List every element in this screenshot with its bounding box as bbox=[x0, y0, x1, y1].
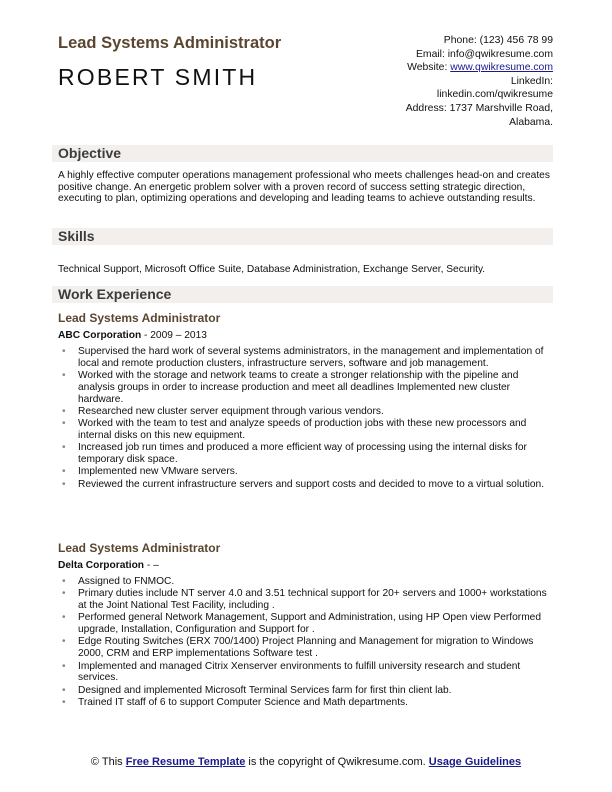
job-1-bullets bbox=[62, 346, 552, 491]
objective-text: A highly effective computer operations management professional who meets challenges head-on and creates positive change. An energetic problem solver with a proven record of success setting strategic direction, executing to plan, optimizing operations and developing and leading teams to achieve outstanding results. bbox=[58, 170, 550, 205]
skills-heading: Skills bbox=[58, 228, 95, 244]
job-title: Lead Systems Administrator bbox=[58, 34, 282, 52]
free-resume-template-link[interactable]: Free Resume Template bbox=[125, 756, 246, 768]
list-item: • Edge Routing Switches (ERX 700/1400) Project Planning and Management for migration to Windows 2000, CRM and ERP implementations Software test . bbox=[62, 636, 552, 660]
skills-section-header bbox=[52, 228, 553, 245]
objective-section-header bbox=[52, 145, 553, 162]
list-item: • Supervised the hard work of several systems administrators, in the management and implementation of local and remote production clusters, infrastructure servers, software and job management. bbox=[62, 346, 552, 370]
email: Email: info@qwikresume.com bbox=[415, 48, 553, 60]
job-1-company-line bbox=[58, 330, 207, 341]
linkedin-value: linkedin.com/qwikresume bbox=[436, 89, 553, 101]
job-1-company: ABC Corporation bbox=[58, 330, 142, 341]
address-line-1: Address: 1737 Marshville Road, bbox=[405, 102, 553, 114]
list-item: • Researched new cluster server equipment through various vendors. bbox=[62, 406, 552, 418]
job-1-role: Lead Systems Administrator bbox=[58, 311, 221, 325]
job-2-company-line bbox=[58, 560, 159, 571]
objective-heading: Objective bbox=[58, 145, 122, 161]
experience-heading: Work Experience bbox=[58, 286, 172, 302]
list-item: • Designed and implemented Microsoft Terminal Services farm for first thin client lab. bbox=[62, 685, 552, 697]
usage-guidelines-link[interactable]: Usage Guidelines bbox=[428, 756, 522, 768]
website-label: Website: bbox=[407, 62, 451, 74]
footer-middle: is the copyright of Qwikresume.com. bbox=[245, 756, 429, 768]
footer-prefix: © This bbox=[90, 756, 126, 768]
website bbox=[313, 61, 553, 75]
job-1-dates: - 2009 – 2013 bbox=[141, 330, 207, 341]
phone: Phone: (123) 456 78 99 bbox=[443, 35, 553, 46]
resume-header bbox=[58, 34, 553, 134]
job-2-company: Delta Corporation bbox=[58, 560, 145, 571]
skills-text: Technical Support, Microsoft Office Suite, Database Administration, Exchange Server, Security. bbox=[58, 264, 486, 275]
candidate-name: ROBERT SMITH bbox=[58, 64, 258, 90]
list-item: • Worked with the storage and network teams to create a stronger relationship with the pipeline and analysis groups in order to increase production and meet all deadlines Implemented new cluster hardware. bbox=[62, 370, 552, 405]
list-item: • Increased job run times and produced a more efficient way of processing using the internal disks for temporary disk space. bbox=[62, 442, 552, 466]
job-2-dates: - – bbox=[144, 560, 159, 571]
job-2-role: Lead Systems Administrator bbox=[58, 541, 221, 555]
website-link[interactable]: www.qwikresume.com bbox=[450, 62, 553, 74]
linkedin-label: LinkedIn: bbox=[510, 75, 553, 87]
job-2-bullets bbox=[62, 576, 552, 709]
list-item: • Reviewed the current infrastructure servers and support costs and decided to move to a virtual solution. bbox=[62, 479, 552, 491]
copyright-footer bbox=[60, 756, 552, 770]
list-item: • Trained IT staff of 6 to support Computer Science and Math departments. bbox=[62, 697, 552, 709]
list-item: • Assigned to FNMOC. bbox=[62, 576, 552, 588]
contact-info bbox=[313, 34, 553, 129]
list-item: • Implemented and managed Citrix Xenserver environments to fulfill university research and student services. bbox=[62, 661, 552, 685]
list-item: • Performed general Network Management, Support and Administration, using HP Open view Performed upgrade, Installation, Configuration and Support for . bbox=[62, 612, 552, 636]
list-item: • Implemented new VMware servers. bbox=[62, 466, 552, 478]
address-line-2: Alabama. bbox=[509, 116, 553, 128]
experience-section-header bbox=[52, 286, 553, 303]
list-item: • Primary duties include NT server 4.0 and 3.51 technical support for 20+ servers and 1000+ workstations at the Joint National Test Facility, including . bbox=[62, 588, 552, 612]
list-item: • Worked with the team to test and analyze speeds of production jobs with these new processors and internal disks on this new equipment. bbox=[62, 418, 552, 442]
